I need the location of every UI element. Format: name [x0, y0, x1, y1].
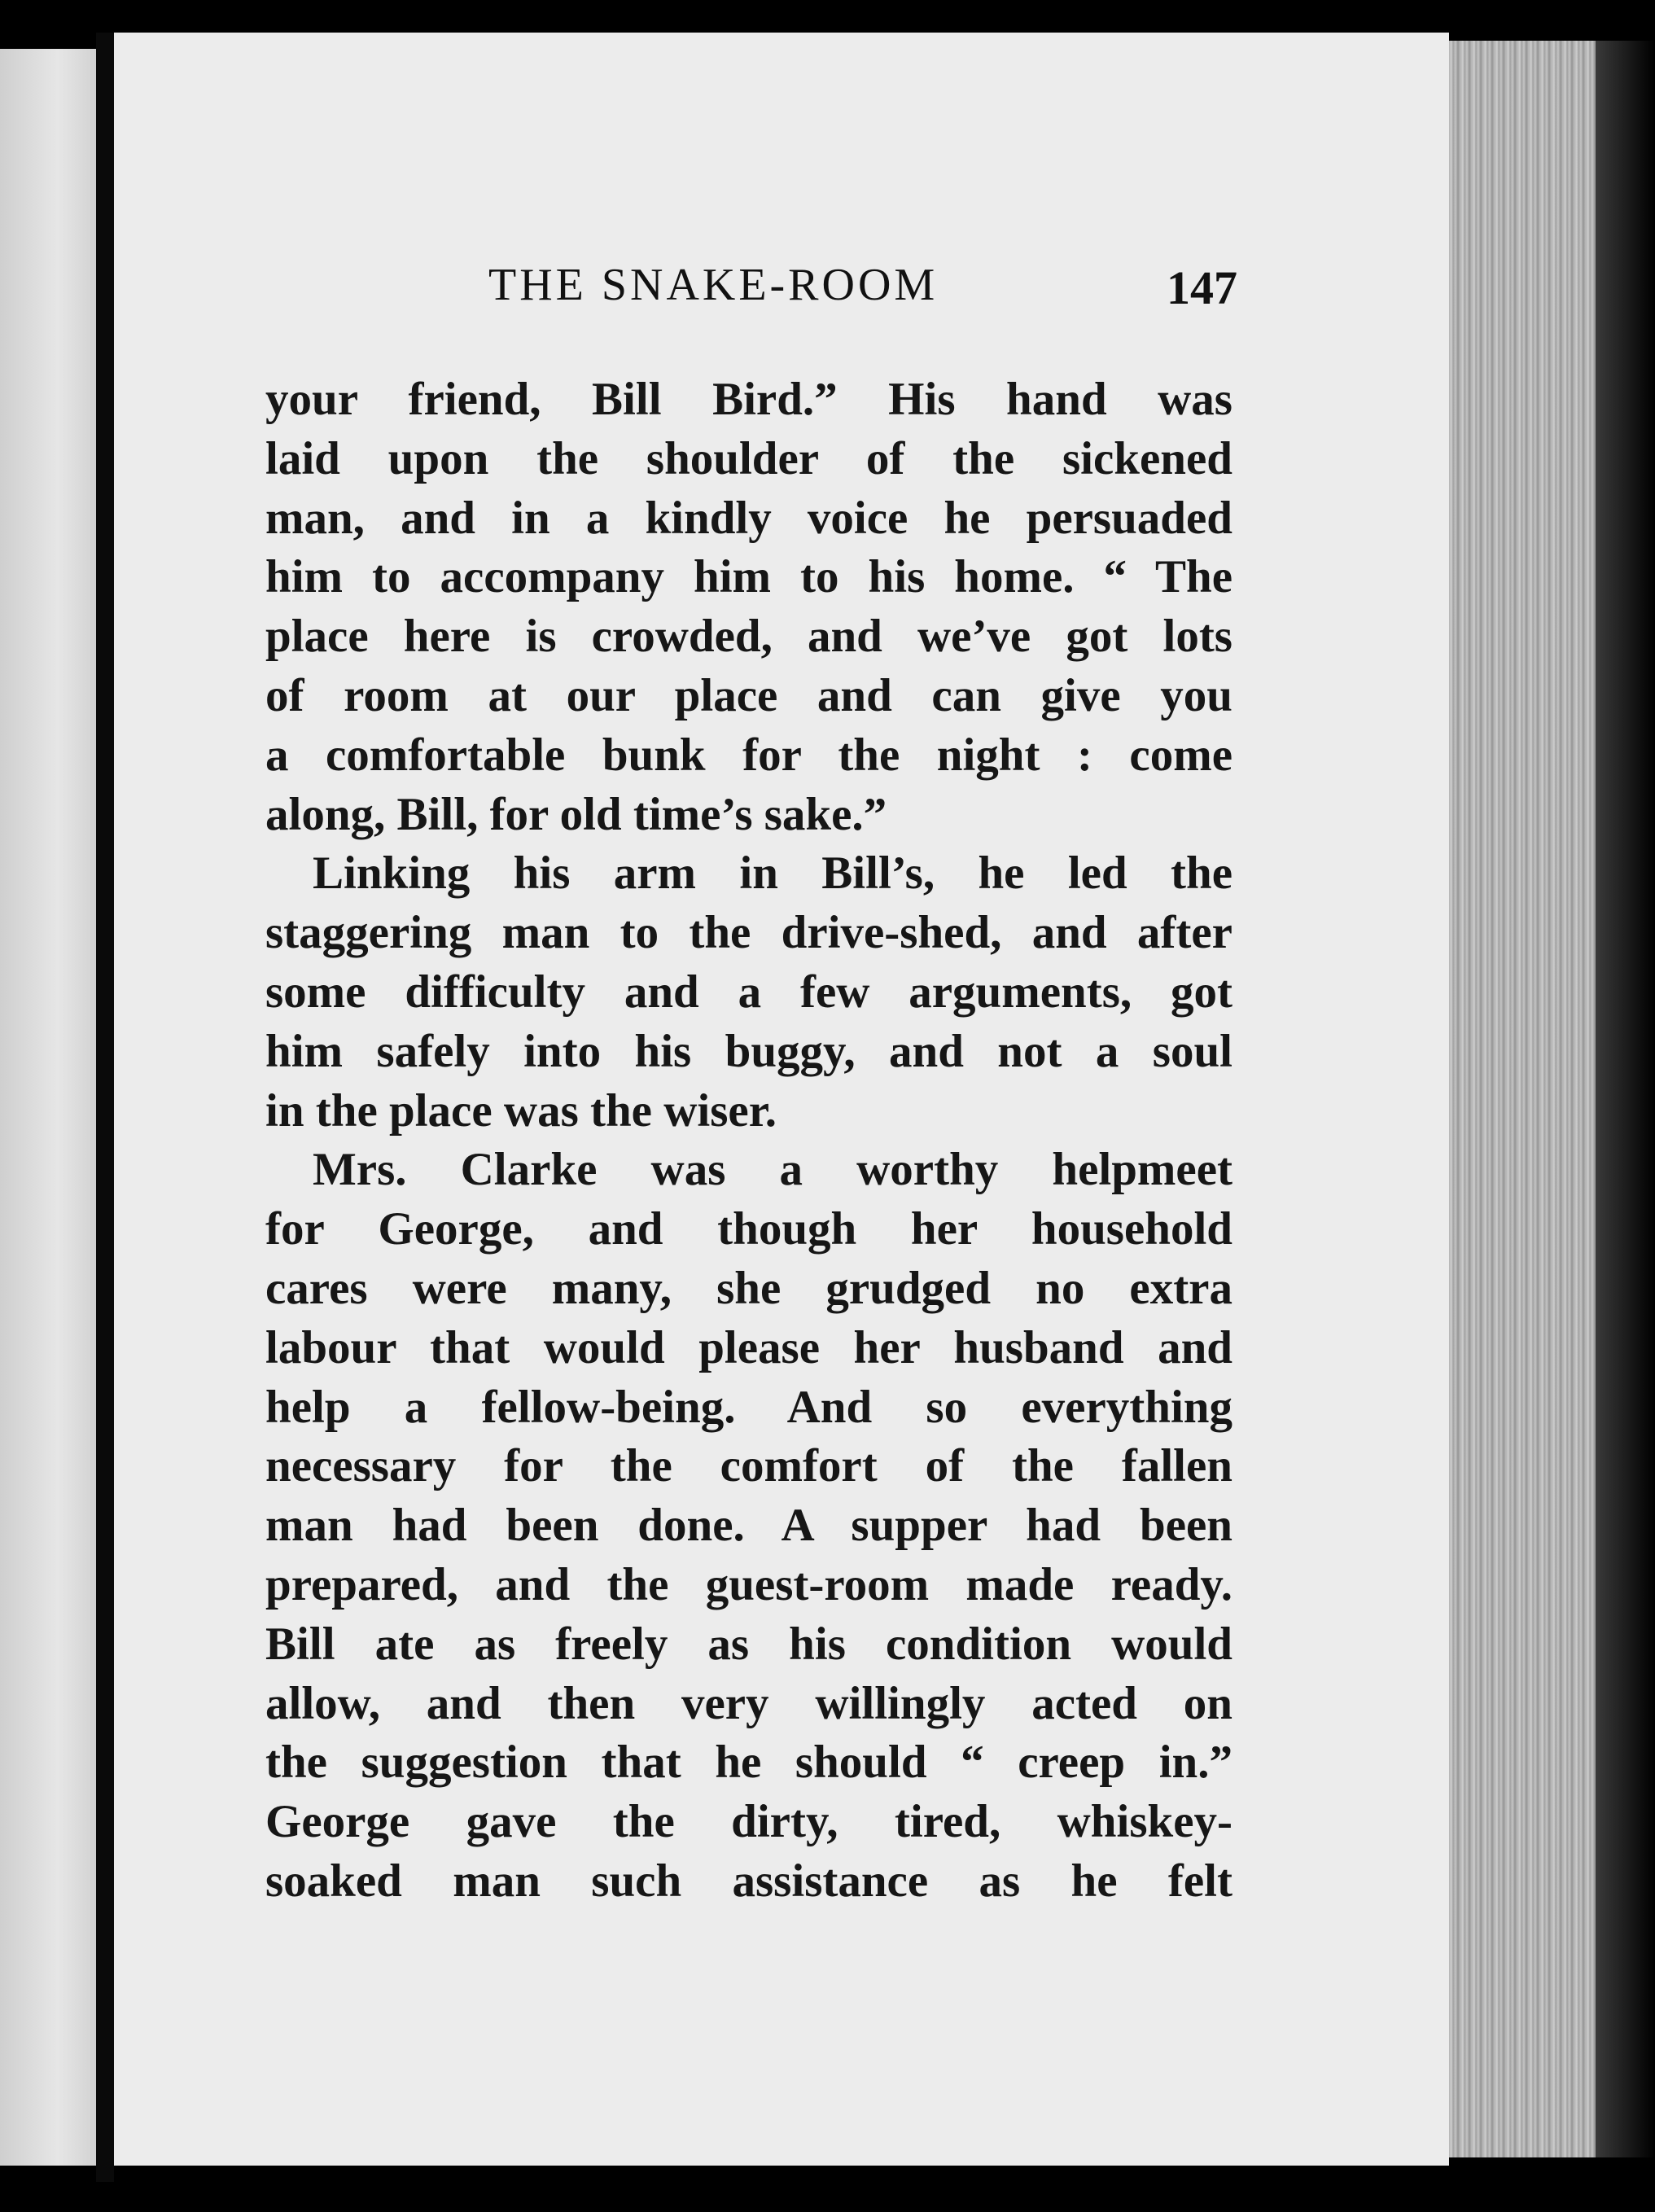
text-line: man, and in a kindly voice he persuaded [265, 492, 1232, 544]
paragraph-start-line: Mrs. Clarke was a worthy helpmeet [313, 1144, 1232, 1196]
text-line: allow, and then very willingly acted on [265, 1677, 1232, 1729]
book-gutter [96, 33, 114, 2182]
paragraph-end-line: along, Bill, for old time’s sake.” [265, 788, 887, 840]
text-line: of room at our place and can give you [265, 669, 1232, 721]
text-line: necessary for the comfort of the fallen [265, 1440, 1232, 1492]
text-line: your friend, Bill Bird.” His hand was [265, 374, 1232, 425]
running-head [269, 259, 1237, 332]
text-line: Bill ate as freely as his condition would [265, 1618, 1232, 1670]
text-line: some difficulty and a few arguments, got [265, 966, 1232, 1018]
facing-page-edge [0, 49, 96, 2166]
text-line: place here is crowded, and we’ve got lots [265, 611, 1232, 663]
page-number: 147 [1167, 261, 1237, 314]
text-line: a comfortable bunk for the night : come [265, 729, 1232, 781]
text-line: George gave the dirty, tired, whiskey- [265, 1796, 1232, 1848]
text-line: man had been done. A supper had been [265, 1500, 1232, 1552]
text-line: laid upon the shoulder of the sickened [265, 432, 1232, 484]
body-text [265, 370, 1232, 1912]
text-line: soaked man such assistance as he felt [265, 1855, 1232, 1907]
running-head-title: THE SNAKE-ROOM [488, 260, 939, 310]
text-line: the suggestion that he should “ creep in.” [265, 1737, 1232, 1789]
text-line: help a fellow-being. And so everything [265, 1381, 1232, 1433]
paragraph-start-line: Linking his arm in Bill’s, he led the [313, 848, 1232, 900]
text-line: staggering man to the drive-shed, and after [265, 907, 1232, 959]
text-line: him to accompany him to his home. “ The [265, 551, 1232, 603]
text-line: labour that would please her husband and [265, 1321, 1232, 1373]
page-stack-edges [1449, 41, 1612, 2157]
text-line: him safely into his buggy, and not a soul [265, 1025, 1232, 1077]
paragraph-end-line: in the place was the wiser. [265, 1084, 777, 1137]
text-line: prepared, and the guest-room made ready. [265, 1558, 1232, 1610]
text-line: for George, and though her household [265, 1203, 1232, 1255]
text-line: cares were many, she grudged no extra [265, 1262, 1232, 1314]
page-stack-shadow [1596, 41, 1655, 2157]
